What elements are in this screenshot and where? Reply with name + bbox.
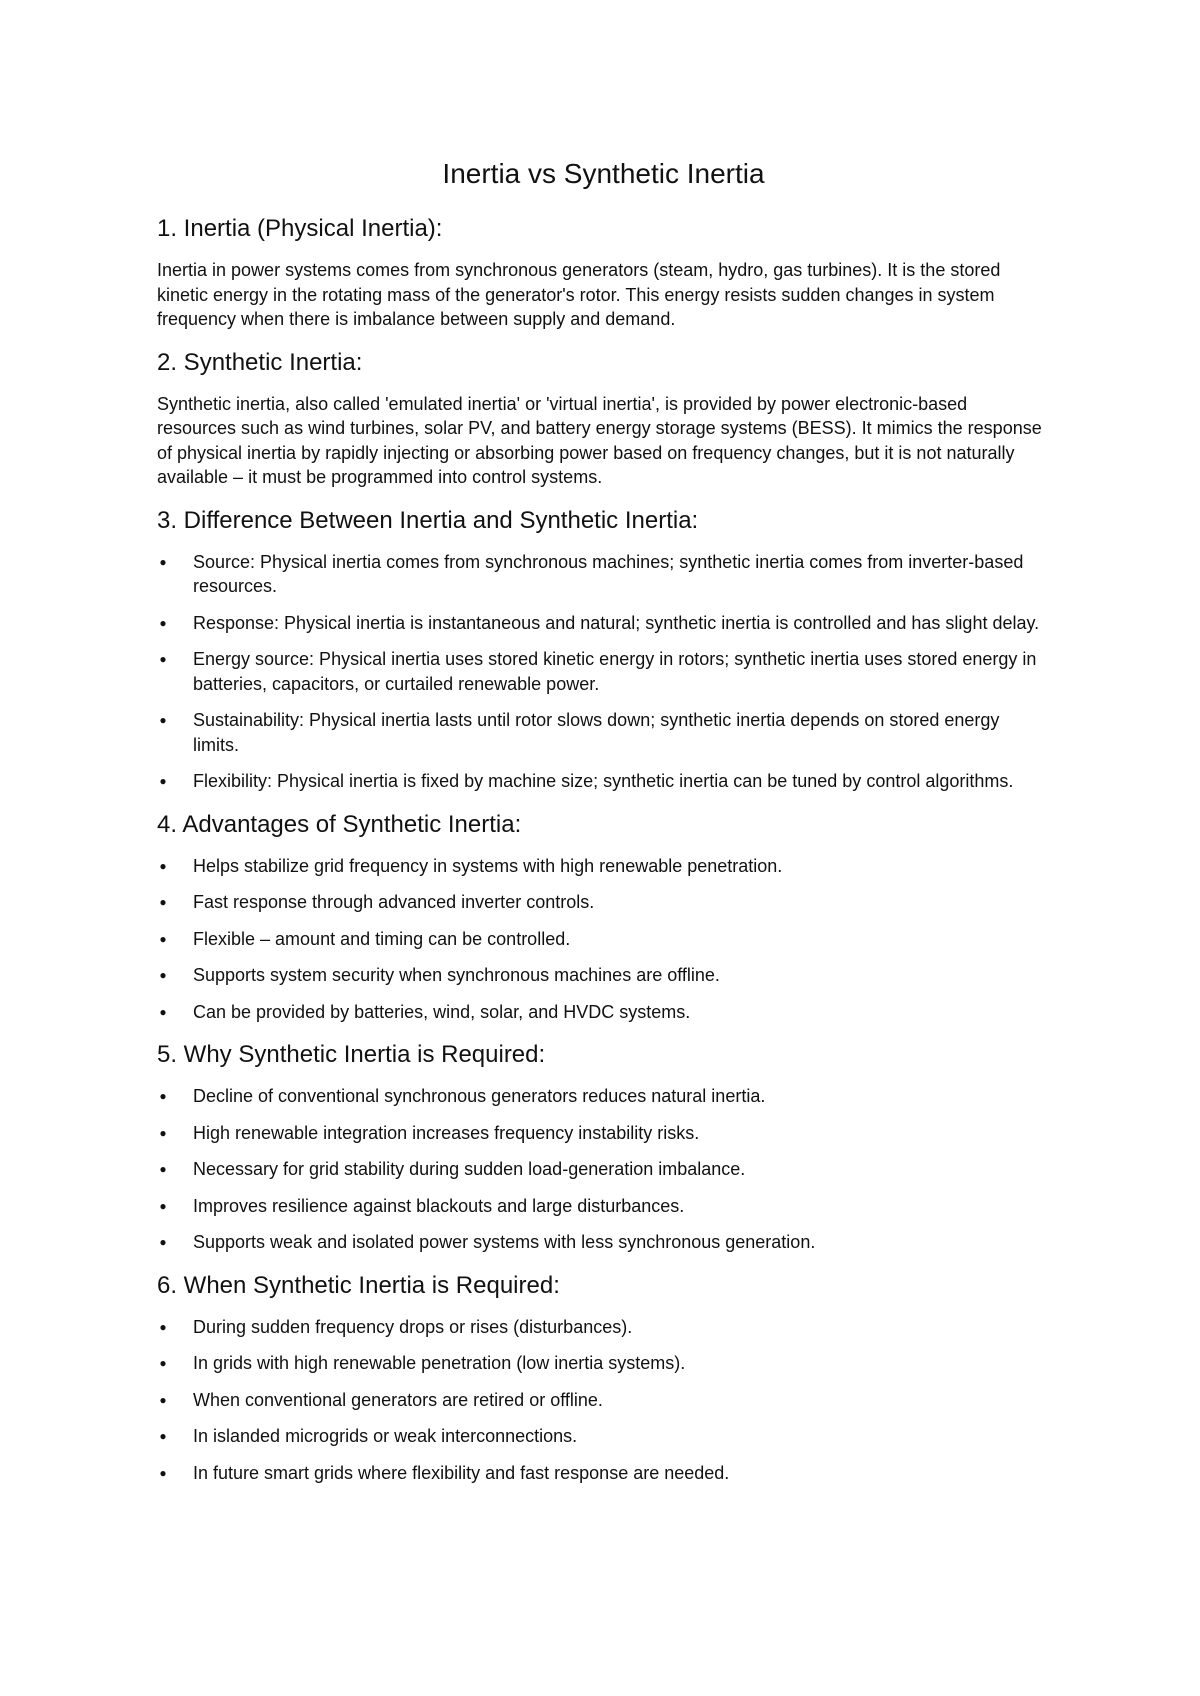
bullet-icon: ● <box>159 1465 167 1480</box>
list-item-text: Can be provided by batteries, wind, solar, and HVDC systems. <box>193 1001 691 1022</box>
bullet-icon: ● <box>159 858 167 873</box>
list-item <box>157 1121 1050 1146</box>
list-item <box>157 708 1050 757</box>
list-item-text: Energy source: Physical inertia uses stored kinetic energy in rotors; synthetic inertia uses stored energy in batteries, capacitors, or curtailed renewable power. <box>193 649 1037 694</box>
list-item-text: During sudden frequency drops or rises (disturbances). <box>193 1316 633 1337</box>
bullet-icon: ● <box>159 1356 167 1370</box>
list-item <box>157 1194 1050 1219</box>
list-item-text: Improves resilience against blackouts and large disturbances. <box>193 1195 685 1216</box>
bullet-icon: ● <box>159 968 167 982</box>
list-item <box>157 647 1050 696</box>
list-item <box>157 890 1050 915</box>
section-heading-when-required: 6. When Synthetic Inertia is Required: <box>157 1271 560 1299</box>
list-item <box>157 1084 1050 1109</box>
list-item <box>157 611 1050 636</box>
section-heading-why-required: 5. Why Synthetic Inertia is Required: <box>157 1041 546 1068</box>
bullet-icon: ● <box>159 652 167 666</box>
list-item <box>157 1000 1050 1025</box>
document-title: Inertia vs Synthetic Inertia <box>442 158 765 189</box>
list-item <box>157 1315 1050 1340</box>
list-item-text: In future smart grids where flexibility and fast response are needed. <box>193 1462 730 1483</box>
section-heading-inertia: 1. Inertia (Physical Inertia): <box>157 215 443 242</box>
bullet-icon: ● <box>159 713 167 727</box>
section-paragraph-synthetic-inertia: Synthetic inertia, also called 'emulated inertia' or 'virtual inertia', is provided by power electronic-based resources such as wind turbines, solar PV, and battery energy storage systems (BESS). It mimics the response of physical inertia by rapidly injecting or absorbing power based on frequency changes, but it is not naturally available – it must be programmed into control systems. <box>157 393 1042 487</box>
list-item <box>157 550 1050 599</box>
section-heading-synthetic-inertia: 2. Synthetic Inertia: <box>157 348 363 376</box>
list-item-text: Flexibility: Physical inertia is fixed by machine size; synthetic inertia can be tuned by control algorithms. <box>193 771 1014 791</box>
bullet-icon: ● <box>159 554 167 569</box>
bullet-icon: ● <box>159 1125 167 1140</box>
difference-list <box>157 550 1050 794</box>
section-paragraph-inertia: Inertia in power systems comes from synchronous generators (steam, hydro, gas turbines). It is the stored kinetic energy in the rotating mass of the generator's rotor. This energy resists sudden changes in system frequency when there is imbalance between supply and demand. <box>157 260 1001 329</box>
list-item-text: In islanded microgrids or weak interconnections. <box>193 1426 578 1446</box>
list-item-text: Decline of conventional synchronous generators reduces natural inertia. <box>193 1086 766 1106</box>
list-item-text: Supports system security when synchronous machines are offline. <box>193 965 720 985</box>
bullet-icon: ● <box>159 615 167 630</box>
when-required-list <box>157 1315 1050 1486</box>
list-item-text: Supports weak and isolated power systems with less synchronous generation. <box>193 1232 816 1252</box>
section-heading-difference: 3. Difference Between Inertia and Synthetic Inertia: <box>157 506 699 534</box>
list-item <box>157 1424 1050 1449</box>
bullet-icon: ● <box>159 1004 167 1019</box>
list-item <box>157 769 1050 794</box>
bullet-icon: ● <box>159 1319 167 1334</box>
list-item <box>157 1351 1050 1376</box>
bullet-icon: ● <box>159 1089 167 1103</box>
list-item <box>157 963 1050 988</box>
why-required-list <box>157 1084 1050 1255</box>
list-item <box>157 854 1050 879</box>
bullet-icon: ● <box>159 1392 167 1407</box>
bullet-icon: ● <box>159 1235 167 1249</box>
list-item-text: Helps stabilize grid frequency in systems with high renewable penetration. <box>193 855 783 876</box>
bullet-icon: ● <box>159 1198 167 1213</box>
bullet-icon: ● <box>159 895 167 909</box>
bullet-icon: ● <box>159 1429 167 1443</box>
list-item-text: Sustainability: Physical inertia lasts until rotor slows down; synthetic inertia depends on stored energy limits. <box>193 710 1000 755</box>
list-item <box>157 1157 1050 1182</box>
list-item <box>157 927 1050 952</box>
list-item <box>157 1461 1050 1486</box>
list-item-text: Flexible – amount and timing can be controlled. <box>193 928 571 949</box>
list-item-text: In grids with high renewable penetration (low inertia systems). <box>193 1353 686 1373</box>
list-item-text: Response: Physical inertia is instantaneous and natural; synthetic inertia is controlled and has slight delay. <box>193 612 1040 633</box>
advantages-list <box>157 854 1050 1025</box>
list-item <box>157 1388 1050 1413</box>
list-item-text: High renewable integration increases frequency instability risks. <box>193 1122 700 1143</box>
list-item-text: Fast response through advanced inverter controls. <box>193 892 595 912</box>
list-item-text: When conventional generators are retired or offline. <box>193 1389 603 1410</box>
list-item-text: Necessary for grid stability during sudden load-generation imbalance. <box>193 1159 746 1179</box>
section-heading-advantages: 4. Advantages of Synthetic Inertia: <box>157 810 522 838</box>
list-item <box>157 1230 1050 1255</box>
bullet-icon: ● <box>159 1162 167 1176</box>
bullet-icon: ● <box>159 931 167 946</box>
list-item-text: Source: Physical inertia comes from synchronous machines; synthetic inertia comes from inverter-based resources. <box>193 551 1024 596</box>
bullet-icon: ● <box>159 774 167 788</box>
